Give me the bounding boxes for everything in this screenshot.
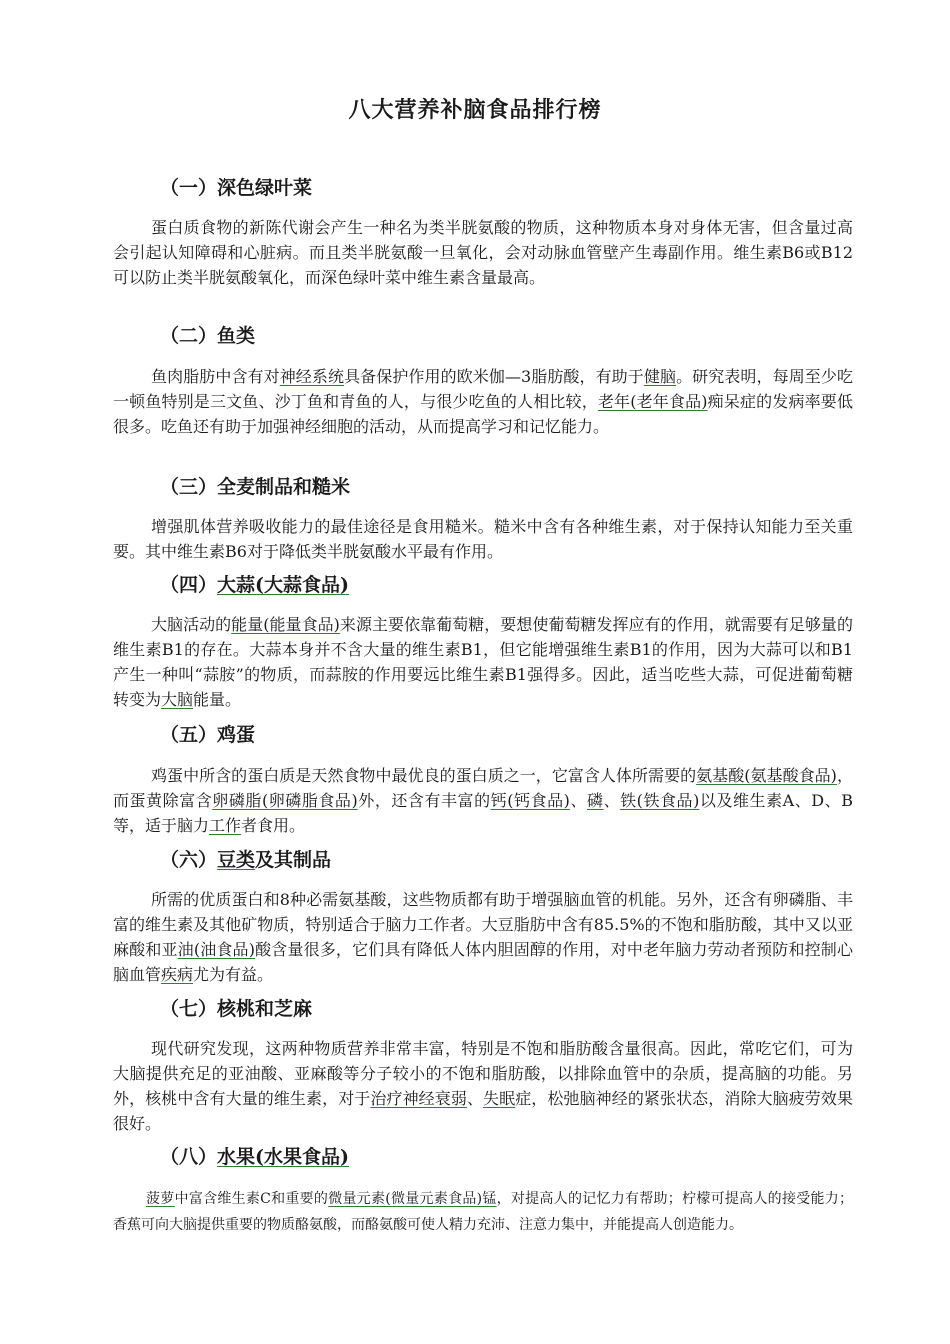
heading-text: 深色绿叶菜 xyxy=(217,177,313,199)
text-run: 痴呆症的发病率要低很多。吃鱼还有助于加强神经细胞的活动，从而提高学习和记忆能力。 xyxy=(113,392,853,436)
text-run: 鱼肉脂肪中含有对 xyxy=(151,367,280,386)
text-run: 、 xyxy=(466,1089,484,1108)
section-number: （八） xyxy=(160,1146,218,1168)
section-number: （二） xyxy=(160,325,218,347)
heading-text: 鸡蛋 xyxy=(217,724,256,746)
text-run: 外，还含有丰富的 xyxy=(357,791,491,810)
keyword-link[interactable]: 大蒜(大蒜食品) xyxy=(217,574,349,596)
text-run: 、 xyxy=(603,791,621,810)
section-paragraph xyxy=(113,612,853,712)
text-run: 来源主要依靠葡萄糖，要想使葡萄糖发挥应有的作用，就需要有足够量的维生素B1的存在。大蒜本身并不含大量的维生素B1，但它能增强维生素B1的作用，因为大蒜可以和B1产生一种叫“蒜胺”的物质，而蒜胺的作用要远比维生素B1强得多。因此，适当吃些大蒜，可促进葡萄糖转变为 xyxy=(113,615,853,709)
keyword-link[interactable]: 油(油食品) xyxy=(177,940,255,959)
heading-text: 及其制品 xyxy=(255,849,332,871)
keyword-link[interactable]: 失眠 xyxy=(483,1089,516,1108)
keyword-link[interactable]: 神经系统 xyxy=(279,367,345,386)
section-number: （六） xyxy=(160,849,218,871)
text-run: 症，松弛脑神经的紧张状态，消除大脑疲劳效果很好。 xyxy=(113,1089,853,1133)
heading-text: 核桃和芝麻 xyxy=(217,998,313,1020)
text-run: 增强肌体营养吸收能力的最佳途径是食用糙米。糙米中含有各种维生素，对于保持认知能力至关重要。其中维生素B6对于降低类半胱氨酸水平最有作用。 xyxy=(113,517,853,561)
section-number: （四） xyxy=(160,574,218,596)
text-run: 以及维生素A、D、B等，适于脑力 xyxy=(113,791,853,835)
keyword-link[interactable]: 磷 xyxy=(587,791,604,810)
section-number: （七） xyxy=(160,998,218,1020)
section-number: （一） xyxy=(160,177,218,199)
keyword-link[interactable]: 钙(钙食品) xyxy=(490,791,570,810)
page-title: 八大营养补脑食品排行榜 xyxy=(348,98,602,123)
text-run: 大脑活动的 xyxy=(151,615,232,634)
heading-text: 鱼类 xyxy=(217,325,256,347)
section-heading xyxy=(160,1142,349,1169)
text-run: 中富含维生素C和重要的 xyxy=(174,1191,329,1207)
keyword-link[interactable]: 治疗神经衰弱 xyxy=(370,1089,467,1108)
section-heading xyxy=(160,321,255,348)
keyword-link[interactable]: 大脑 xyxy=(161,690,194,709)
text-run: 现代研究发现，这两种物质营养非常丰富，特别是不饱和脂肪酸含量很高。因此，常吃它们，可为大脑提供充足的亚油酸、亚麻酸等分子较小的不饱和脂肪酸，以排除血管中的杂质，提高脑的功能。另外，核桃中含有大量的维生素，对于 xyxy=(113,1039,853,1108)
keyword-link[interactable]: 菠萝 xyxy=(146,1191,175,1207)
section-heading xyxy=(160,720,255,747)
section-paragraph xyxy=(113,887,853,987)
section-number: （五） xyxy=(160,724,218,746)
text-run: ，而蛋黄除富含 xyxy=(113,766,853,810)
keyword-link[interactable]: 豆类 xyxy=(217,849,256,871)
keyword-link[interactable]: 氨基酸(氨基酸食品) xyxy=(696,766,837,785)
text-run: 具备保护作用的欧米伽—3脂肪酸，有助于 xyxy=(344,367,644,386)
section-paragraph xyxy=(113,1186,853,1238)
section-heading xyxy=(160,173,312,200)
keyword-link[interactable]: 卵磷脂(卵磷脂食品) xyxy=(212,791,358,810)
keyword-link[interactable]: 水果(水果食品) xyxy=(217,1146,349,1168)
section-paragraph xyxy=(113,215,853,290)
text-run: 。研究表明，每周至少吃一顿鱼特别是三文鱼、沙丁鱼和青鱼的人，与很少吃鱼的人相比较， xyxy=(113,367,853,411)
text-run: 酸含量很多，它们具有降低人体内胆固醇的作用，对中老年脑力劳动者预防和控制心脑血管 xyxy=(113,940,853,984)
section-heading xyxy=(160,994,312,1021)
text-run: 能量。 xyxy=(193,690,242,709)
section-heading xyxy=(160,472,350,499)
keyword-link[interactable]: 工作 xyxy=(209,816,242,835)
section-heading xyxy=(160,570,349,597)
section-number: （三） xyxy=(160,476,218,498)
keyword-link[interactable]: 疾病 xyxy=(161,965,194,984)
text-run: 尤为有益。 xyxy=(193,965,274,984)
keyword-link[interactable]: 铁(铁食品) xyxy=(620,791,700,810)
section-paragraph xyxy=(113,763,853,838)
text-run: 所需的优质蛋白和8种必需氨基酸，这些物质都有助于增强脑血管的机能。另外，还含有卵磷脂、丰富的维生素及其他矿物质，特别适合于脑力工作者。大豆脂肪中含有85.5%的不饱和脂肪酸，其中又以亚麻酸和亚 xyxy=(113,890,853,959)
text-run: 蛋白质食物的新陈代谢会产生一种名为类半胱氨酸的物质，这种物质本身对身体无害，但含量过高会引起认知障碍和心脏病。而且类半胱氨酸一旦氧化，会对动脉血管壁产生毒副作用。维生素B6或B12可以防止类半胱氨酸氧化，而深色绿叶菜中维生素含量最高。 xyxy=(113,218,853,287)
keyword-link[interactable]: 微量元素(微量元素食品)锰 xyxy=(328,1191,497,1207)
keyword-link[interactable]: 老年(老年食品) xyxy=(597,392,708,411)
text-run: 鸡蛋中所含的蛋白质是天然食物中最优良的蛋白质之一，它富含人体所需要的 xyxy=(151,766,697,785)
heading-text: 全麦制品和糙米 xyxy=(217,476,351,498)
keyword-link[interactable]: 健脑 xyxy=(643,367,677,386)
keyword-link[interactable]: 能量(能量食品) xyxy=(231,615,340,634)
section-paragraph xyxy=(113,1036,853,1136)
section-paragraph xyxy=(113,364,853,439)
section-paragraph xyxy=(113,514,853,564)
text-run: 、 xyxy=(569,791,587,810)
text-run: ，对提高人的记忆力有帮助；柠檬可提高人的接受能力；香蕉可向大脑提供重要的物质酪氨酸，而酪氨酸可使人精力充沛、注意力集中，并能提高人创造能力。 xyxy=(113,1191,854,1233)
text-run: 者食用。 xyxy=(241,816,306,835)
section-heading xyxy=(160,845,331,872)
